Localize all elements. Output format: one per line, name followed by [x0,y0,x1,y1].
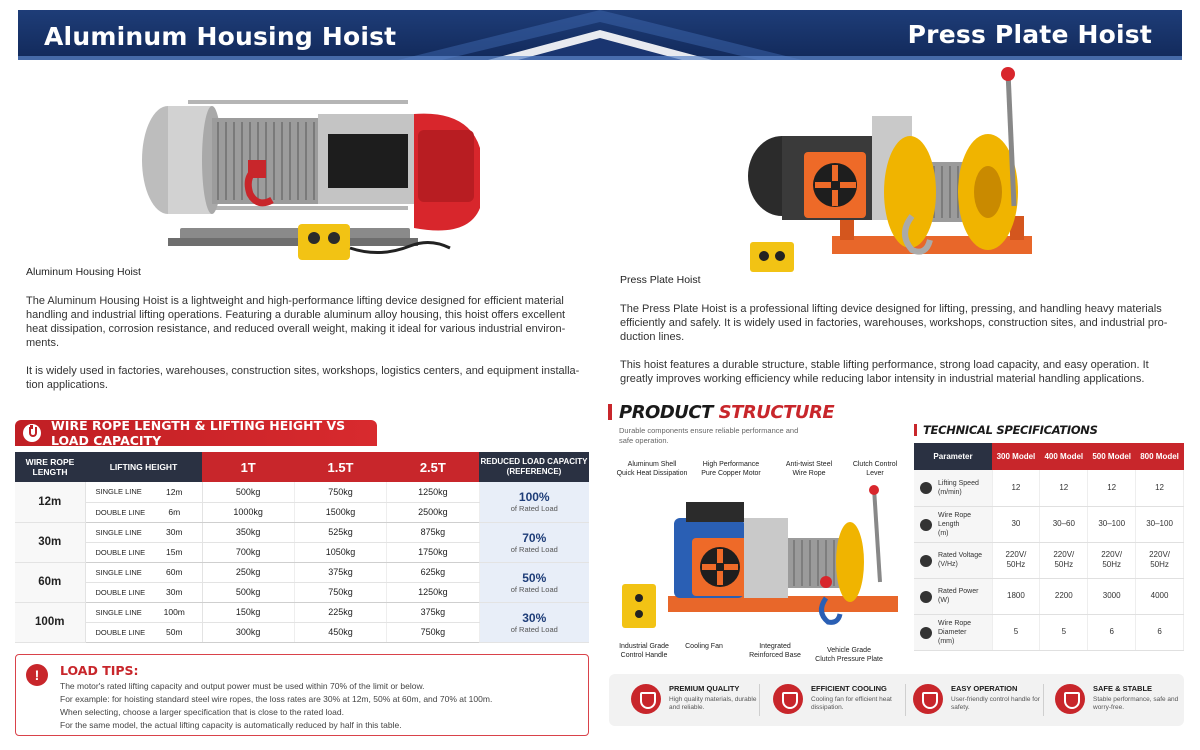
spec-name-cell [914,506,992,542]
label-wire-rope: Anti-twist Steel Wire Rope [785,461,833,477]
spec-name: Wire Rope Length [938,511,972,528]
right-para1-line: efficiently and safely. It is widely used in factories, warehouses, workshops, construction sites, and industrial pro- [620,317,1168,329]
feature-desc: High quality materials, durable and reliable. [669,696,757,711]
capacity-1t-cell: 300kg [202,622,294,642]
capacity-2-5t-cell: 2500kg [387,502,479,522]
spec-name: Rated Power [938,588,979,595]
label-control-handle: Industrial Grade Control Handle [619,643,669,659]
rope-table-title-text: WIRE ROPE LENGTH & LIFTING HEIGHT VS LOAD CAPACITY [51,418,346,448]
label-cooling-fan: Cooling Fan [685,643,723,650]
rope-length-cell: 60m [15,562,85,602]
shield-check-icon [631,684,661,714]
rope-table-title [15,420,377,446]
reduced-percent: 100% [518,490,550,505]
capacity-1-5t-cell: 450kg [294,622,386,642]
structure-subtitle: Durable components ensure reliable performance and safe operation. [619,426,799,445]
capacity-2-5t-cell: 750kg [387,622,479,642]
right-description [620,302,1190,386]
capacity-1t-cell: 500kg [202,582,294,602]
line-mode-cell: SINGLE LINE [85,602,147,622]
lifting-height-cell: 15m [147,542,202,562]
speed-icon [920,482,932,494]
label-base: Integrated Reinforced Base [749,643,801,659]
capacity-1-5t-cell: 1050kg [294,542,386,562]
spec-value-cell: 12 [1088,470,1136,506]
load-tips-box [15,654,589,736]
reduced-percent: 70% [522,530,547,545]
spec-value-cell: 4000 [1136,578,1184,614]
spec-value-cell: 3000 [1088,578,1136,614]
feature-title: SAFE & STABLE [1093,684,1153,693]
spec-header: 800 Model [1136,443,1184,470]
line-mode-cell: DOUBLE LINE [85,582,147,602]
right-banner-title: Press Plate Hoist [907,20,1152,49]
table-row [914,470,1184,506]
spec-value-cell: 30–60 [1040,506,1088,542]
reduced-percent-label: of Rated Load [510,584,558,594]
spec-header: 300 Model [992,443,1040,470]
capacity-2-5t-cell: 375kg [387,602,479,622]
structure-diagram-image [618,478,900,646]
spec-value-cell: 1800 [992,578,1040,614]
reduced-percent: 50% [522,570,547,585]
left-para1-line: handling and industrial lifting operations. Featuring a durable aluminum alloy housing, this hoist offers excellent [26,309,566,321]
right-caption: Press Plate Hoist [620,274,701,286]
lifting-height-cell: 100m [147,602,202,622]
capacity-2-5t-cell: 625kg [387,562,479,582]
spec-unit: (m) [938,529,949,537]
feature-desc: Stable performance, safe and worry-free. [1093,696,1179,711]
capacity-1t-cell: 500kg [202,482,294,502]
lifting-height-cell: 6m [147,502,202,522]
tip-line: For the same model, the actual lifting capacity is automatically reduced by half in this table. [60,720,402,730]
label-aluminum-shell: Aluminum Shell Quick Heat Dissipation [616,461,688,477]
specs-accent-bar [914,424,917,436]
label-motor: High Performance Pure Copper Motor [701,461,761,477]
left-caption: Aluminum Housing Hoist [26,266,141,278]
spec-value-cell: 5 [1040,614,1088,650]
spec-header: 500 Model [1088,443,1136,470]
diameter-icon [920,627,932,639]
controls-icon [913,684,943,714]
spec-value-cell: 12 [1040,470,1088,506]
col-reduced-capacity: REDUCED LOAD CAPACITY (REFERENCE) [479,452,589,482]
table-row [15,522,589,542]
col-1t: 1T [202,452,294,482]
left-description [26,294,596,392]
reduced-capacity-cell [479,482,589,522]
left-para2-line: It is widely used in factories, warehouses, construction sites, workshops, logistics centers, and equipment installa- [26,365,580,377]
lifting-height-cell: 50m [147,622,202,642]
structure-title-a: PRODUCT [619,402,719,423]
lifting-height-cell: 12m [147,482,202,502]
col-rope-length: WIRE ROPE LENGTH [15,452,85,482]
feature-premium-quality [631,682,757,718]
table-row [914,614,1184,650]
spec-value-cell: 220V/ 50Hz [992,542,1040,578]
capacity-1-5t-cell: 525kg [294,522,386,542]
capacity-1t-cell: 250kg [202,562,294,582]
right-para2-line: greatly improves working efficiency while reducing labor intensity in industrial material handling applications. [620,373,1145,385]
lifting-height-cell: 30m [147,522,202,542]
divider [1043,684,1044,716]
table-row [914,506,1184,542]
left-para2-line: tion applications. [26,379,108,391]
line-mode-cell: SINGLE LINE [85,522,147,542]
right-para1-line: duction lines. [620,331,685,343]
spec-name-cell [914,542,992,578]
spec-value-cell: 30–100 [1088,506,1136,542]
left-para1-line: heat dissipation, corrosion resistance, and reduced overall weight, making it ideal for various industrial environ- [26,323,566,335]
capacity-2-5t-cell: 1750kg [387,542,479,562]
capacity-2-5t-cell: 1250kg [387,482,479,502]
capacity-1-5t-cell: 750kg [294,582,386,602]
feature-easy-operation [913,682,1040,718]
left-banner-title: Aluminum Housing Hoist [44,22,397,51]
feature-desc: User-friendly control handle for safety. [951,696,1040,711]
shield-icon [1055,684,1085,714]
tip-line: For example: for hoisting standard steel wire ropes, the loss rates are 30% at 12m, 50% at 60m, and 70% at 100m. [60,694,493,704]
label-clutch-lever: Clutch Control Lever [852,461,898,477]
spec-unit: (V/Hz) [938,561,958,568]
table-row [914,578,1184,614]
feature-title: PREMIUM QUALITY [669,684,740,693]
rope-capacity-table [15,452,589,643]
warning-icon: ! [26,664,48,686]
spec-value-cell: 12 [992,470,1040,506]
spec-header: 400 Model [1040,443,1088,470]
capacity-1t-cell: 700kg [202,542,294,562]
capacity-2-5t-cell: 875kg [387,522,479,542]
line-mode-cell: DOUBLE LINE [85,622,147,642]
spec-name: Wire Rope Diameter [938,619,972,636]
capacity-1t-cell: 350kg [202,522,294,542]
reduced-capacity-cell [479,602,589,642]
press-plate-hoist-image [722,66,1040,276]
reduced-percent-label: of Rated Load [510,624,558,634]
rope-length-cell: 100m [15,602,85,642]
spec-value-cell: 6 [1136,614,1184,650]
reduced-capacity-cell [479,562,589,602]
line-mode-cell: SINGLE LINE [85,562,147,582]
spec-value-cell: 6 [1088,614,1136,650]
load-tips-title: LOAD TIPS: [60,663,139,678]
lifting-height-cell: 30m [147,582,202,602]
fan-icon [773,684,803,714]
spec-header: Parameter [914,443,992,470]
reduced-percent-label: of Rated Load [510,544,558,554]
power-icon [920,591,932,603]
spec-name-cell [914,578,992,614]
spec-value-cell: 220V/ 50Hz [1088,542,1136,578]
spec-value-cell: 220V/ 50Hz [1136,542,1184,578]
divider [759,684,760,716]
feature-efficient-cooling [773,682,897,718]
feature-safe-stable [1055,682,1179,718]
spec-unit: (W) [938,597,950,604]
spec-unit: (mm) [938,637,955,645]
lifting-height-cell: 60m [147,562,202,582]
line-mode-cell: DOUBLE LINE [85,542,147,562]
col-2-5t: 2.5T [387,452,479,482]
feature-title: EASY OPERATION [951,684,1018,693]
spec-name: Rated Voltage [938,552,982,559]
capacity-1-5t-cell: 225kg [294,602,386,622]
reduced-percent-label: of Rated Load [510,504,558,514]
spec-value-cell: 220V/ 50Hz [1040,542,1088,578]
aluminum-hoist-image [128,78,490,270]
feature-desc: Cooling fan for efficient heat dissipation. [811,696,892,711]
spec-name-cell [914,614,992,650]
capacity-1t-cell: 150kg [202,602,294,622]
spec-value-cell: 2200 [1040,578,1088,614]
capacity-2-5t-cell: 1250kg [387,582,479,602]
tip-line: The motor's rated lifting capacity and output power must be used within 70% of the limit or below. [60,681,425,691]
spec-value-cell: 30 [992,506,1040,542]
specs-title: TECHNICAL SPECIFICATIONS [923,423,1098,437]
rope-icon [920,519,932,531]
label-clutch-plate: Vehicle Grade Clutch Pressure Plate [815,647,883,663]
header-banner [18,10,1182,60]
spec-name-cell [914,470,992,506]
right-para1-line: The Press Plate Hoist is a professional lifting device designed for lifting, pressing, and handling heavy materials [620,303,1162,315]
capacity-1t-cell: 1000kg [202,502,294,522]
voltage-icon [920,555,932,567]
spec-value-cell: 5 [992,614,1040,650]
structure-title-b: STRUCTURE [718,402,835,423]
capacity-1-5t-cell: 1500kg [294,502,386,522]
table-row [15,562,589,582]
col-lifting-height: LIFTING HEIGHT [85,452,202,482]
table-row [15,602,589,622]
line-mode-cell: DOUBLE LINE [85,502,147,522]
spec-value-cell: 30–100 [1136,506,1184,542]
divider [905,684,906,716]
feature-title: EFFICIENT COOLING [811,684,887,693]
tip-line: When selecting, choose a larger specification that is close to the rated load. [60,707,344,717]
reduced-percent: 30% [522,610,547,625]
table-row [15,482,589,502]
capacity-1-5t-cell: 375kg [294,562,386,582]
left-para1-line: The Aluminum Housing Hoist is a lightweight and high-performance lifting device designed for efficient material [26,295,564,307]
features-bar [609,674,1184,726]
reduced-capacity-cell [479,522,589,562]
hook-icon [23,424,41,442]
line-mode-cell: SINGLE LINE [85,482,147,502]
table-row [914,542,1184,578]
rope-length-cell: 30m [15,522,85,562]
structure-title [619,402,834,423]
specs-table [914,443,1184,651]
left-para1-line: ments. [26,337,60,349]
rope-length-cell: 12m [15,482,85,522]
right-para2-line: This hoist features a durable structure, stable lifting performance, strong load capacity, and easy operation. It [620,359,1149,371]
capacity-1-5t-cell: 750kg [294,482,386,502]
structure-accent-bar [608,404,612,420]
spec-name: Lifting Speed [938,479,979,487]
col-1-5t: 1.5T [294,452,386,482]
spec-value-cell: 12 [1136,470,1184,506]
spec-unit: (m/min) [938,488,962,496]
